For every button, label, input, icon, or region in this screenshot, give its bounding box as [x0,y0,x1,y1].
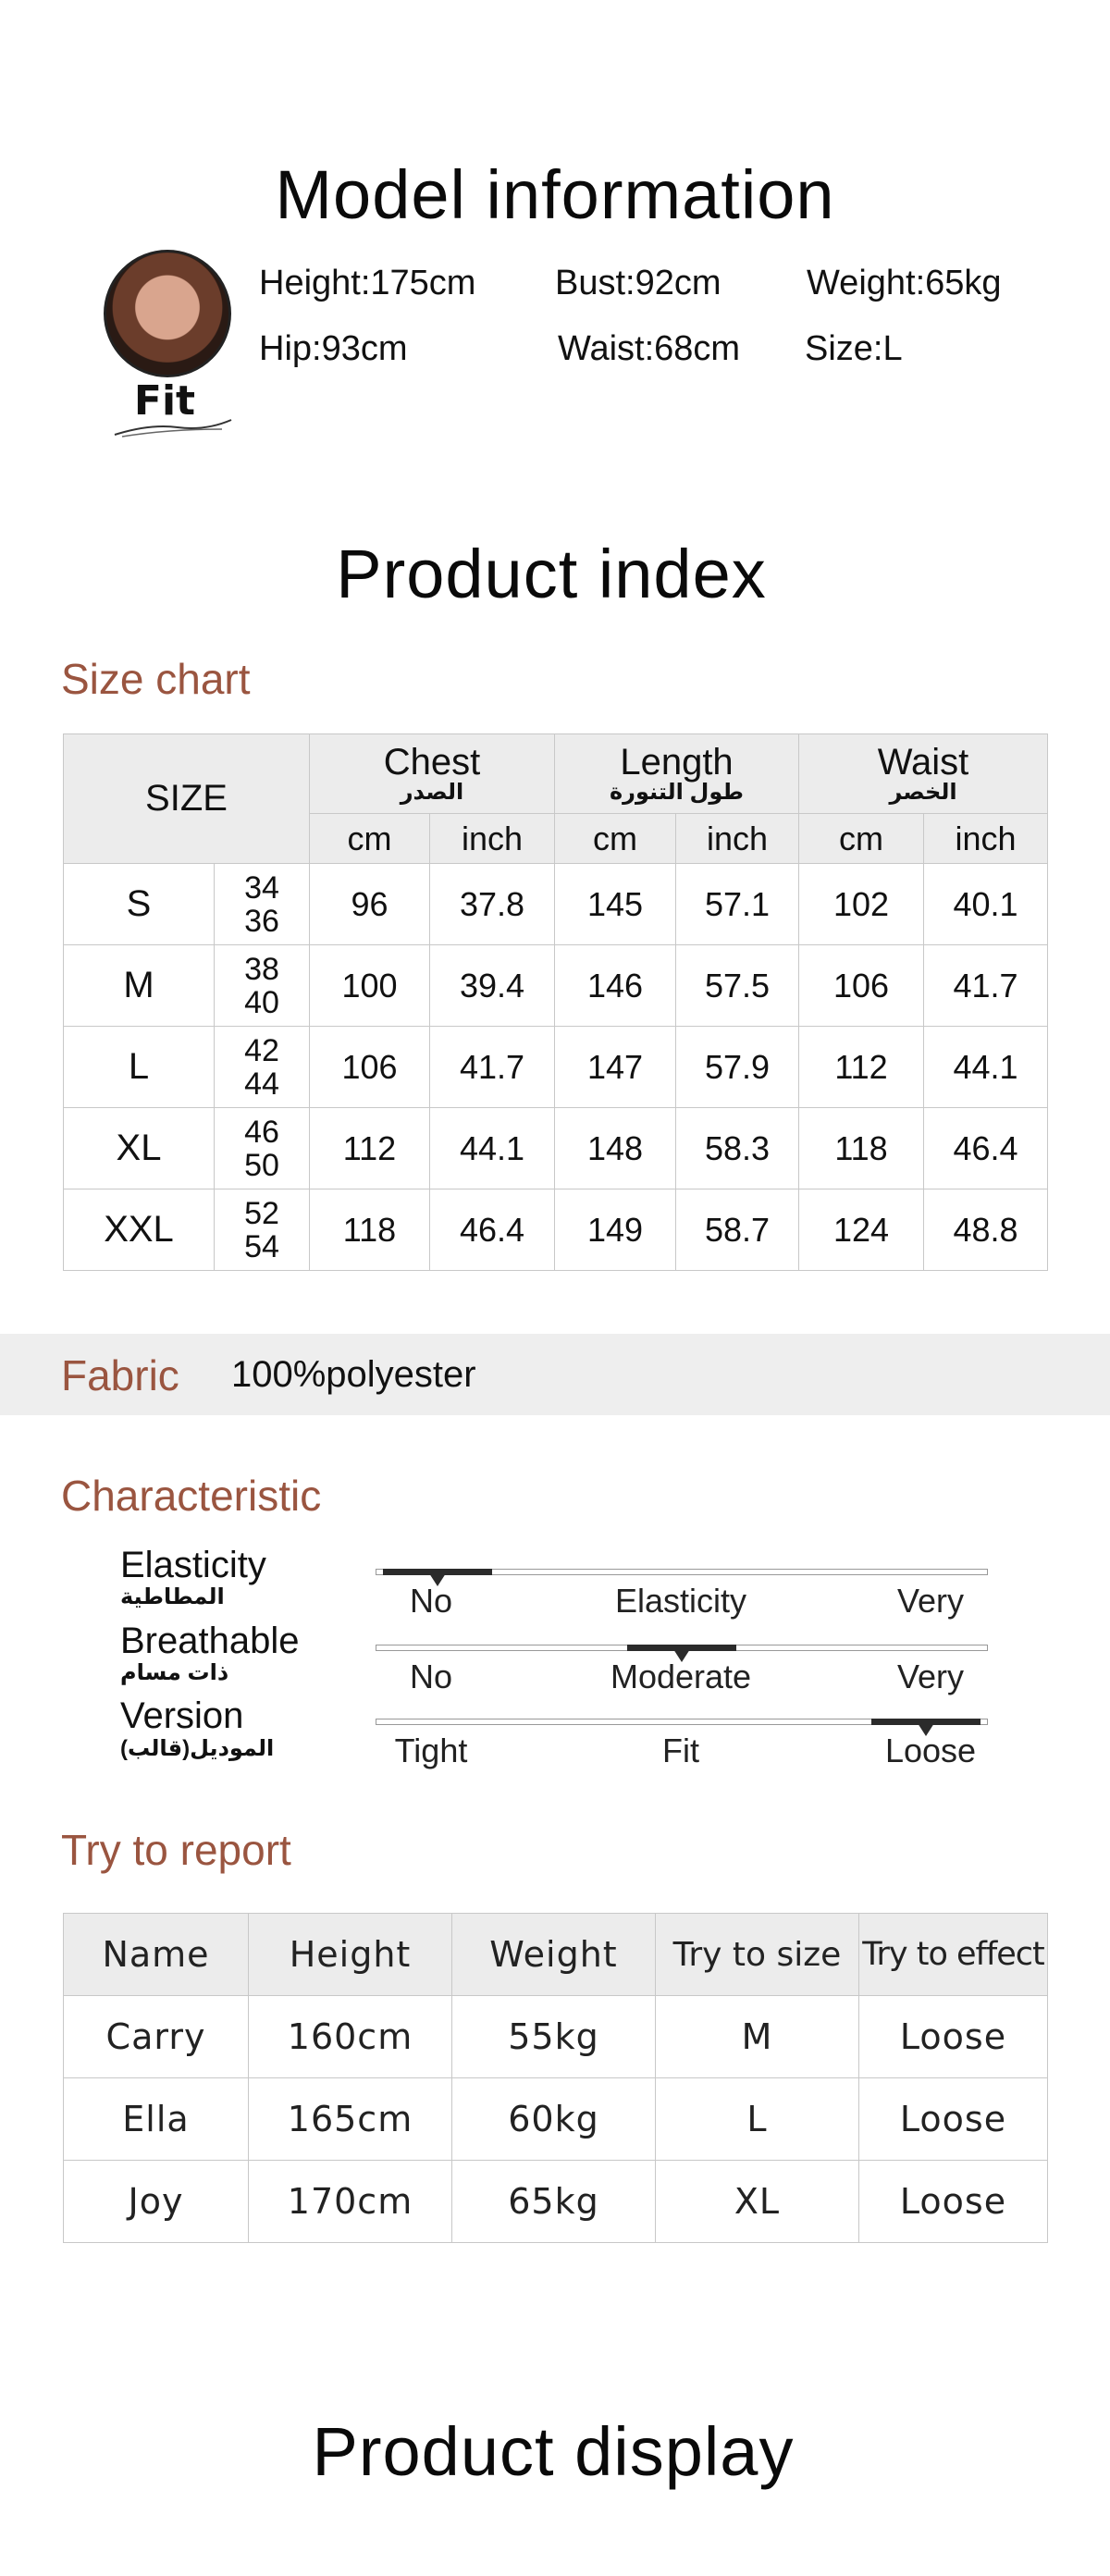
scale-label-low: No [409,1582,453,1620]
eu-size-cell [215,1189,310,1271]
model-size: Size:L [805,329,903,368]
try-cell: M [656,1996,859,2078]
value-cell: 145 [555,864,676,945]
value-cell: 148 [555,1108,676,1189]
table-row [64,2161,1048,2243]
size-cell: L [64,1027,215,1108]
signature-swoosh [113,416,233,438]
value-cell: 112 [799,1027,924,1108]
value-cell: 46.4 [430,1189,555,1271]
characteristic-arabic: ذات مسام [120,1660,229,1685]
value-cell: 46.4 [924,1108,1048,1189]
eu-size-bottom: 36 [244,903,279,939]
try-header-effect: Try to effect [859,1914,1048,1996]
try-report-title: Try to report [61,1826,291,1874]
size-cell: XL [64,1108,215,1189]
value-cell: 96 [310,864,430,945]
value-cell: 39.4 [430,945,555,1027]
value-cell: 37.8 [430,864,555,945]
value-cell: 147 [555,1027,676,1108]
characteristic-arabic: الموديل(قالب) [120,1736,275,1761]
size-chart-table [63,733,1048,1271]
size-cell: S [64,864,215,945]
product-index-title: Product index [336,536,767,612]
length-header [555,734,799,814]
characteristic-title: Characteristic [61,1472,322,1520]
try-cell: 65kg [452,2161,656,2243]
unit-header: cm [310,814,430,864]
value-cell: 41.7 [430,1027,555,1108]
eu-size-top: 34 [244,869,279,906]
unit-header: cm [799,814,924,864]
table-row [64,2078,1048,2161]
try-header-height: Height [249,1914,452,1996]
try-header-size: Try to size [656,1914,859,1996]
waist-header [799,734,1048,814]
value-cell: 48.8 [924,1189,1048,1271]
value-cell: 44.1 [430,1108,555,1189]
waist-header-label: Waist [877,741,969,783]
waist-header-arabic: الخصر [889,779,957,805]
try-report-table [63,1913,1048,2243]
value-cell: 100 [310,945,430,1027]
eu-size-cell [215,1027,310,1108]
scale-label-mid: Moderate [610,1658,752,1695]
scale-label-low: Tight [394,1732,468,1769]
scale-label-mid: Fit [662,1732,699,1769]
fit-label: Fit [133,377,196,425]
value-cell: 57.9 [676,1027,799,1108]
value-cell: 57.5 [676,945,799,1027]
model-avatar [104,250,231,377]
value-cell: 106 [310,1027,430,1108]
scale-label-high: Very [896,1582,965,1620]
try-cell: Loose [859,2078,1048,2161]
model-information-title: Model information [275,156,835,233]
eu-size-top: 38 [244,951,279,987]
eu-size-cell [215,1108,310,1189]
characteristic-name: Version [120,1695,244,1736]
unit-header: cm [555,814,676,864]
value-cell: 146 [555,945,676,1027]
value-cell: 102 [799,864,924,945]
model-hip: Hip:93cm [259,329,408,368]
value-cell: 58.3 [676,1108,799,1189]
unit-header: inch [924,814,1048,864]
fabric-value: 100%polyester [231,1354,476,1395]
value-cell: 44.1 [924,1027,1048,1108]
characteristic-track [376,1645,988,1651]
scale-label-low: No [409,1658,453,1695]
table-row [64,1108,1048,1189]
eu-size-top: 42 [244,1032,279,1068]
try-cell: 160cm [249,1996,452,2078]
eu-size-top: 52 [244,1195,279,1231]
product-display-title: Product display [312,2413,795,2490]
characteristic-track [376,1719,988,1725]
scale-label-high: Loose [884,1732,977,1769]
try-header-name: Name [64,1914,249,1996]
value-cell: 106 [799,945,924,1027]
try-cell: 55kg [452,1996,656,2078]
fabric-label: Fabric [61,1351,179,1399]
chest-header [310,734,555,814]
characteristic-name: Breathable [120,1621,300,1661]
try-cell: L [656,2078,859,2161]
value-cell: 57.1 [676,864,799,945]
try-cell: Joy [64,2161,249,2243]
model-bust: Bust:92cm [555,264,722,302]
size-cell: XXL [64,1189,215,1271]
eu-size-bottom: 50 [244,1147,279,1183]
try-header-weight: Weight [452,1914,656,1996]
eu-size-top: 46 [244,1114,279,1150]
eu-size-bottom: 54 [244,1228,279,1264]
size-header: SIZE [64,734,310,864]
table-row [64,1189,1048,1271]
table-row [64,864,1048,945]
value-cell: 58.7 [676,1189,799,1271]
chest-header-arabic: الصدر [400,779,464,805]
scale-label-mid: Elasticity [614,1582,747,1620]
scale-label-high: Very [896,1658,965,1695]
table-row [64,1996,1048,2078]
try-cell: 170cm [249,2161,452,2243]
table-row [64,945,1048,1027]
try-cell: 165cm [249,2078,452,2161]
value-cell: 118 [799,1108,924,1189]
try-cell: Loose [859,1996,1048,2078]
characteristic-arabic: المطاطية [120,1584,225,1609]
value-cell: 41.7 [924,945,1048,1027]
size-cell: M [64,945,215,1027]
try-cell: XL [656,2161,859,2243]
length-header-label: Length [620,741,734,783]
eu-size-cell [215,945,310,1027]
model-weight: Weight:65kg [807,264,1002,302]
unit-header: inch [430,814,555,864]
value-cell: 112 [310,1108,430,1189]
value-cell: 40.1 [924,864,1048,945]
value-cell: 124 [799,1189,924,1271]
unit-header: inch [676,814,799,864]
eu-size-cell [215,864,310,945]
size-chart-title: Size chart [61,655,251,703]
characteristic-track [376,1569,988,1575]
eu-size-bottom: 40 [244,984,279,1020]
length-header-arabic: طول التنورة [610,779,745,805]
table-row [64,1027,1048,1108]
value-cell: 149 [555,1189,676,1271]
value-cell: 118 [310,1189,430,1271]
model-height: Height:175cm [259,264,476,302]
try-cell: Carry [64,1996,249,2078]
characteristic-name: Elasticity [120,1545,266,1585]
try-cell: 60kg [452,2078,656,2161]
try-cell: Loose [859,2161,1048,2243]
chest-header-label: Chest [383,741,481,783]
model-waist: Waist:68cm [558,329,741,368]
eu-size-bottom: 44 [244,1066,279,1102]
try-cell: Ella [64,2078,249,2161]
